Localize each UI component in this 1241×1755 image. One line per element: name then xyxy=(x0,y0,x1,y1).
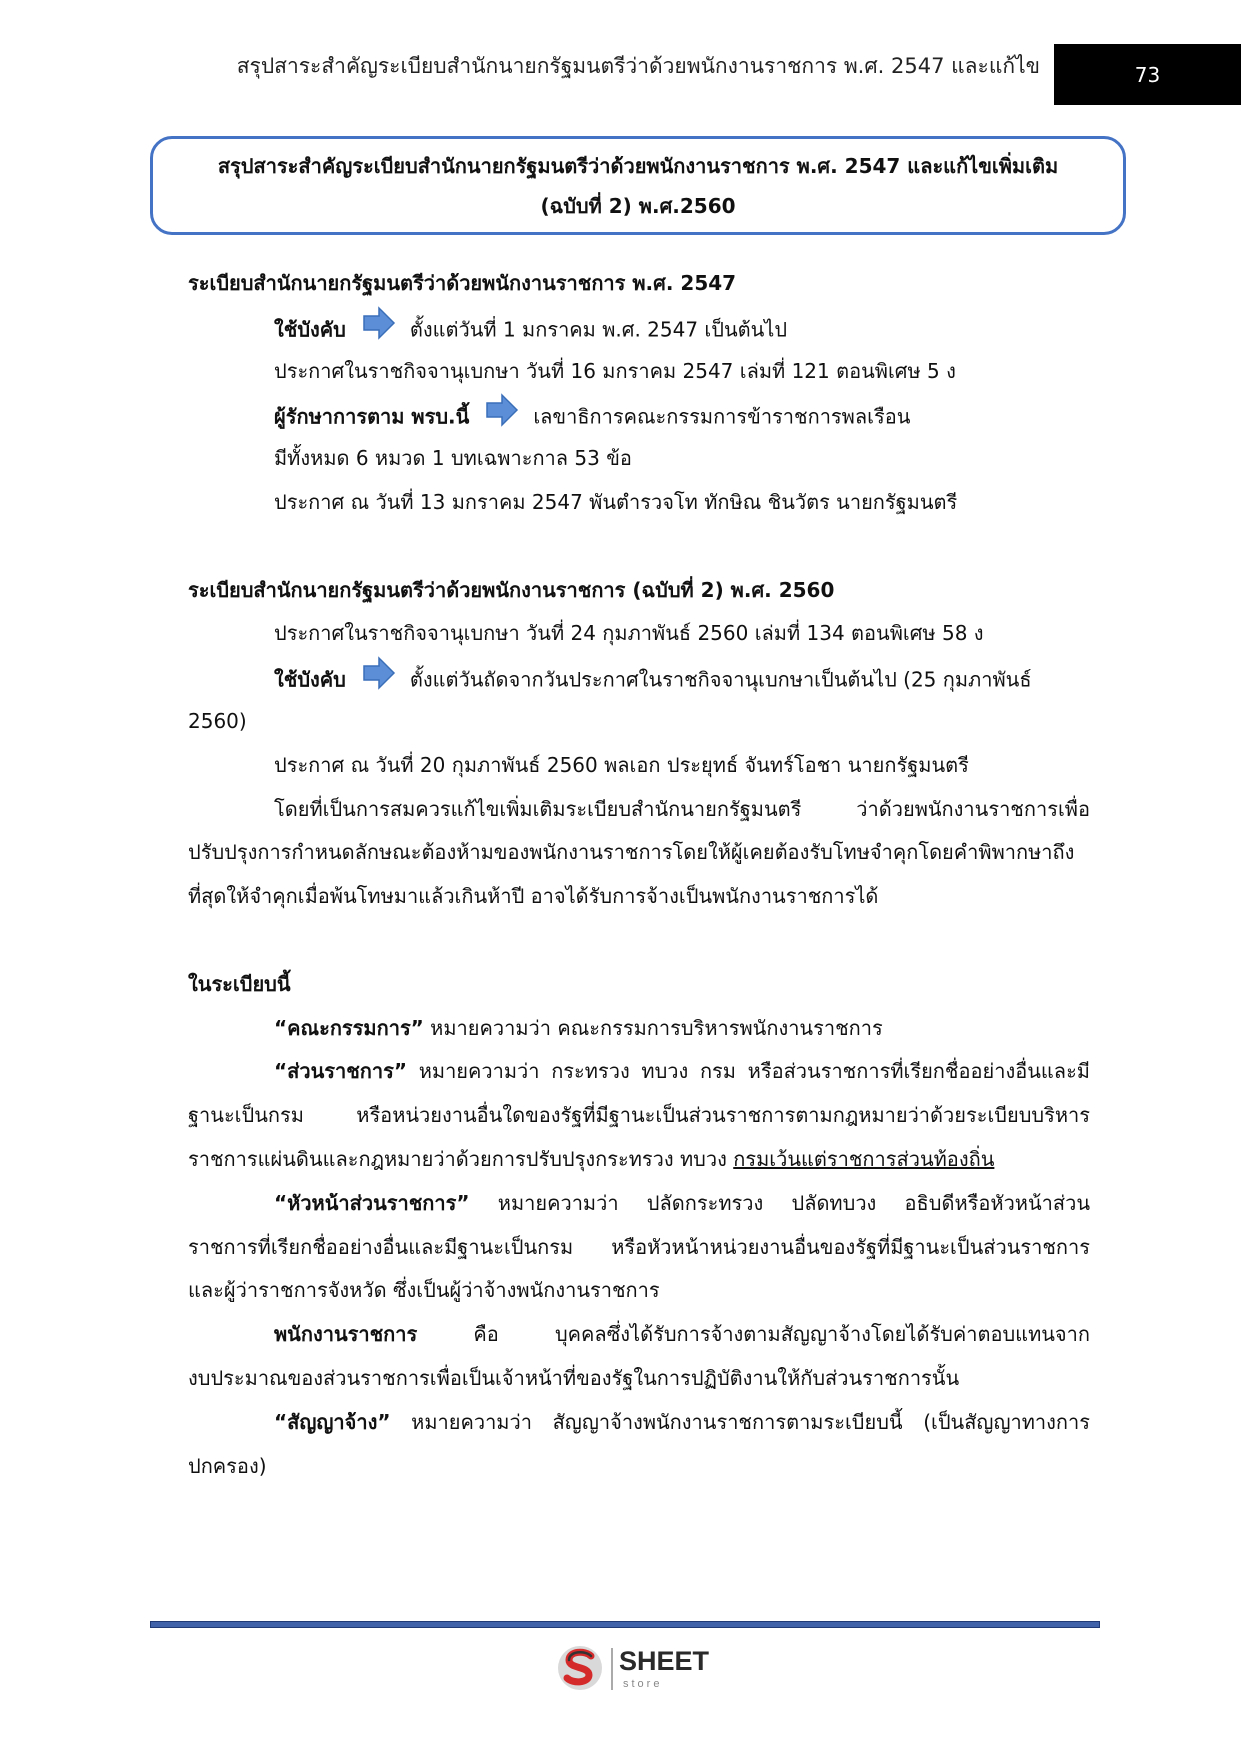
section2-heading: ระเบียบสำนักนายกรัฐมนตรีว่าด้วยพนักงานราชการ (ฉบับที่ 2) พ.ศ. 2560 xyxy=(188,577,835,602)
head-term: “หัวหน้าส่วนราชการ” xyxy=(274,1190,470,1215)
content xyxy=(188,262,1090,1488)
caretaker-text: เลขาธิการคณะกรรมการข้าราชการพลเรือน xyxy=(533,404,911,429)
committee-term: “คณะกรรมการ” xyxy=(274,1015,424,1040)
contract-term: “สัญญาจ้าง” xyxy=(274,1409,391,1434)
agency-def-1: หมายความว่า กระทรวง ทบวง กรม หรือส่วนราชการที่เรียกชื่ออย่างอื่นและมี xyxy=(407,1059,1090,1084)
section2-enforce-line xyxy=(188,656,1090,700)
section1-announced: ประกาศ ณ วันที่ 13 มกราคม 2547 พันตำรวจโท ทักษิณ ชินวัตร นายกรัฐมนตรี xyxy=(274,489,958,514)
enforce-text: ตั้งแต่วันที่ 1 มกราคม พ.ศ. 2547 เป็นต้นไป xyxy=(409,317,788,342)
section2-reason-1: โดยที่เป็นการสมควรแก้ไขเพิ่มเติมระเบียบสำนักนายกรัฐมนตรี ว่าด้วยพนักงานราชการเพื่อ xyxy=(274,796,1090,821)
agency-def-3: ราชการแผ่นดินและกฎหมายว่าด้วยการปรับปรุงกระทรวง ทบวง xyxy=(188,1146,734,1171)
footer-rule xyxy=(150,1621,1100,1628)
section2-enforce-cont: 2560) xyxy=(188,708,247,733)
definition-agency-3 xyxy=(188,1138,1090,1182)
header-title: สรุปสาระสำคัญระเบียบสำนักนายกรัฐมนตรีว่าด้วยพนักงานราชการ พ.ศ. 2547 และแก้ไข xyxy=(236,54,1040,78)
enforce-label: ใช้บังคับ xyxy=(274,667,346,692)
section2-announced: ประกาศ ณ วันที่ 20 กุมภาพันธ์ 2560 พลเอก ประยุทธ์ จันทร์โอชา นายกรัฐมนตรี xyxy=(274,752,969,777)
definition-contract-1 xyxy=(188,1401,1090,1445)
enforce-label: ใช้บังคับ xyxy=(274,317,346,342)
section3-heading: ในระเบียบนี้ xyxy=(188,971,291,996)
title-line-2: (ฉบับที่ 2) พ.ศ.2560 xyxy=(540,193,736,218)
section1-gazette: ประกาศในราชกิจจานุเบกษา วันที่ 16 มกราคม 2547 เล่มที่ 121 ตอนพิเศษ 5 ง xyxy=(274,358,956,383)
title-box xyxy=(150,136,1126,235)
definition-head-2: ราชการที่เรียกชื่ออย่างอื่นและมีฐานะเป็นกรม หรือหัวหน้าหน่วยงานอื่นของรัฐที่มีฐานะเป็นส่วนราชการ xyxy=(188,1234,1090,1259)
section2-reason-3: ที่สุดให้จำคุกเมื่อพ้นโทษมาแล้วเกินห้าปี อาจได้รับการจ้างเป็นพนักงานราชการได้ xyxy=(188,884,879,909)
section1-heading: ระเบียบสำนักนายกรัฐมนตรีว่าด้วยพนักงานราชการ พ.ศ. 2547 xyxy=(188,271,737,295)
section2-reason-2: ปรับปรุงการกำหนดลักษณะต้องห้ามของพนักงานราชการโดยให้ผู้เคยต้องรับโทษจำคุกโดยคำพิพากษาถึง xyxy=(188,840,1075,865)
arrow-right-icon xyxy=(485,393,519,443)
head-def-1: หมายความว่า ปลัดกระทรวง ปลัดทบวง อธิบดีหรือหัวหน้าส่วน xyxy=(469,1190,1090,1215)
committee-def: หมายความว่า คณะกรรมการบริหารพนักงานราชการ xyxy=(423,1015,883,1040)
arrow-right-icon xyxy=(362,306,396,356)
contract-def-1: หมายความว่า สัญญาจ้างพนักงานราชการตามระเบียบนี้ (เป็นสัญญาทางการ xyxy=(390,1409,1090,1434)
enforce-text: ตั้งแต่วันถัดจากวันประกาศในราชกิจจานุเบกษาเป็นต้นไป (25 กุมภาพันธ์ xyxy=(409,667,1032,692)
logo-s-icon xyxy=(555,1642,605,1694)
definition-committee xyxy=(188,1007,1090,1051)
section2-gazette: ประกาศในราชกิจจานุเบกษา วันที่ 24 กุมภาพันธ์ 2560 เล่มที่ 134 ตอนพิเศษ 58 ง xyxy=(274,621,984,646)
arrow-right-icon xyxy=(362,656,396,706)
sheet-store-logo xyxy=(555,1642,725,1698)
caretaker-label: ผู้รักษาการตาม พรบ.นี้ xyxy=(274,404,470,429)
definition-head-3: และผู้ว่าราชการจังหวัด ซึ่งเป็นผู้ว่าจ้างพนักงานราชการ xyxy=(188,1278,660,1303)
definition-employee-2: งบประมาณของส่วนราชการเพื่อเป็นเจ้าหน้าที่ของรัฐในการปฏิบัติงานให้กับส่วนราชการนั้น xyxy=(188,1365,960,1390)
definition-head-1 xyxy=(188,1182,1090,1226)
definition-agency-1 xyxy=(188,1050,1090,1094)
employee-def-1: คือ บุคคลซึ่งได้รับการจ้างตามสัญญาจ้างโดยได้รับค่าตอบแทนจาก xyxy=(417,1322,1090,1347)
employee-term: พนักงานราชการ xyxy=(274,1322,418,1347)
section1-chapters: มีทั้งหมด 6 หมวด 1 บทเฉพาะกาล 53 ข้อ xyxy=(274,446,632,471)
section1-caretaker-line xyxy=(188,393,1090,437)
definition-agency-2: ฐานะเป็นกรม หรือหน่วยงานอื่นใดของรัฐที่มีฐานะเป็นส่วนราชการตามกฎหมายว่าด้วยระเบียบบริหาร xyxy=(188,1103,1090,1128)
title-line-1: สรุปสาระสำคัญระเบียบสำนักนายกรัฐมนตรีว่าด้วยพนักงานราชการ พ.ศ. 2547 และแก้ไขเพิ่มเติม xyxy=(217,153,1059,178)
page-number: 73 xyxy=(1054,44,1241,105)
definition-contract-2: ปกครอง) xyxy=(188,1453,267,1478)
definition-employee-1 xyxy=(188,1313,1090,1357)
logo-sub: store xyxy=(623,1678,663,1690)
section1-enforce-line xyxy=(188,306,1090,350)
agency-def-3-underlined: กรมเว้นแต่ราชการส่วนท้องถิ่น xyxy=(733,1146,995,1171)
agency-term: “ส่วนราชการ” xyxy=(274,1059,408,1084)
logo-text: SHEET xyxy=(619,1646,710,1676)
logo-divider xyxy=(611,1648,613,1690)
